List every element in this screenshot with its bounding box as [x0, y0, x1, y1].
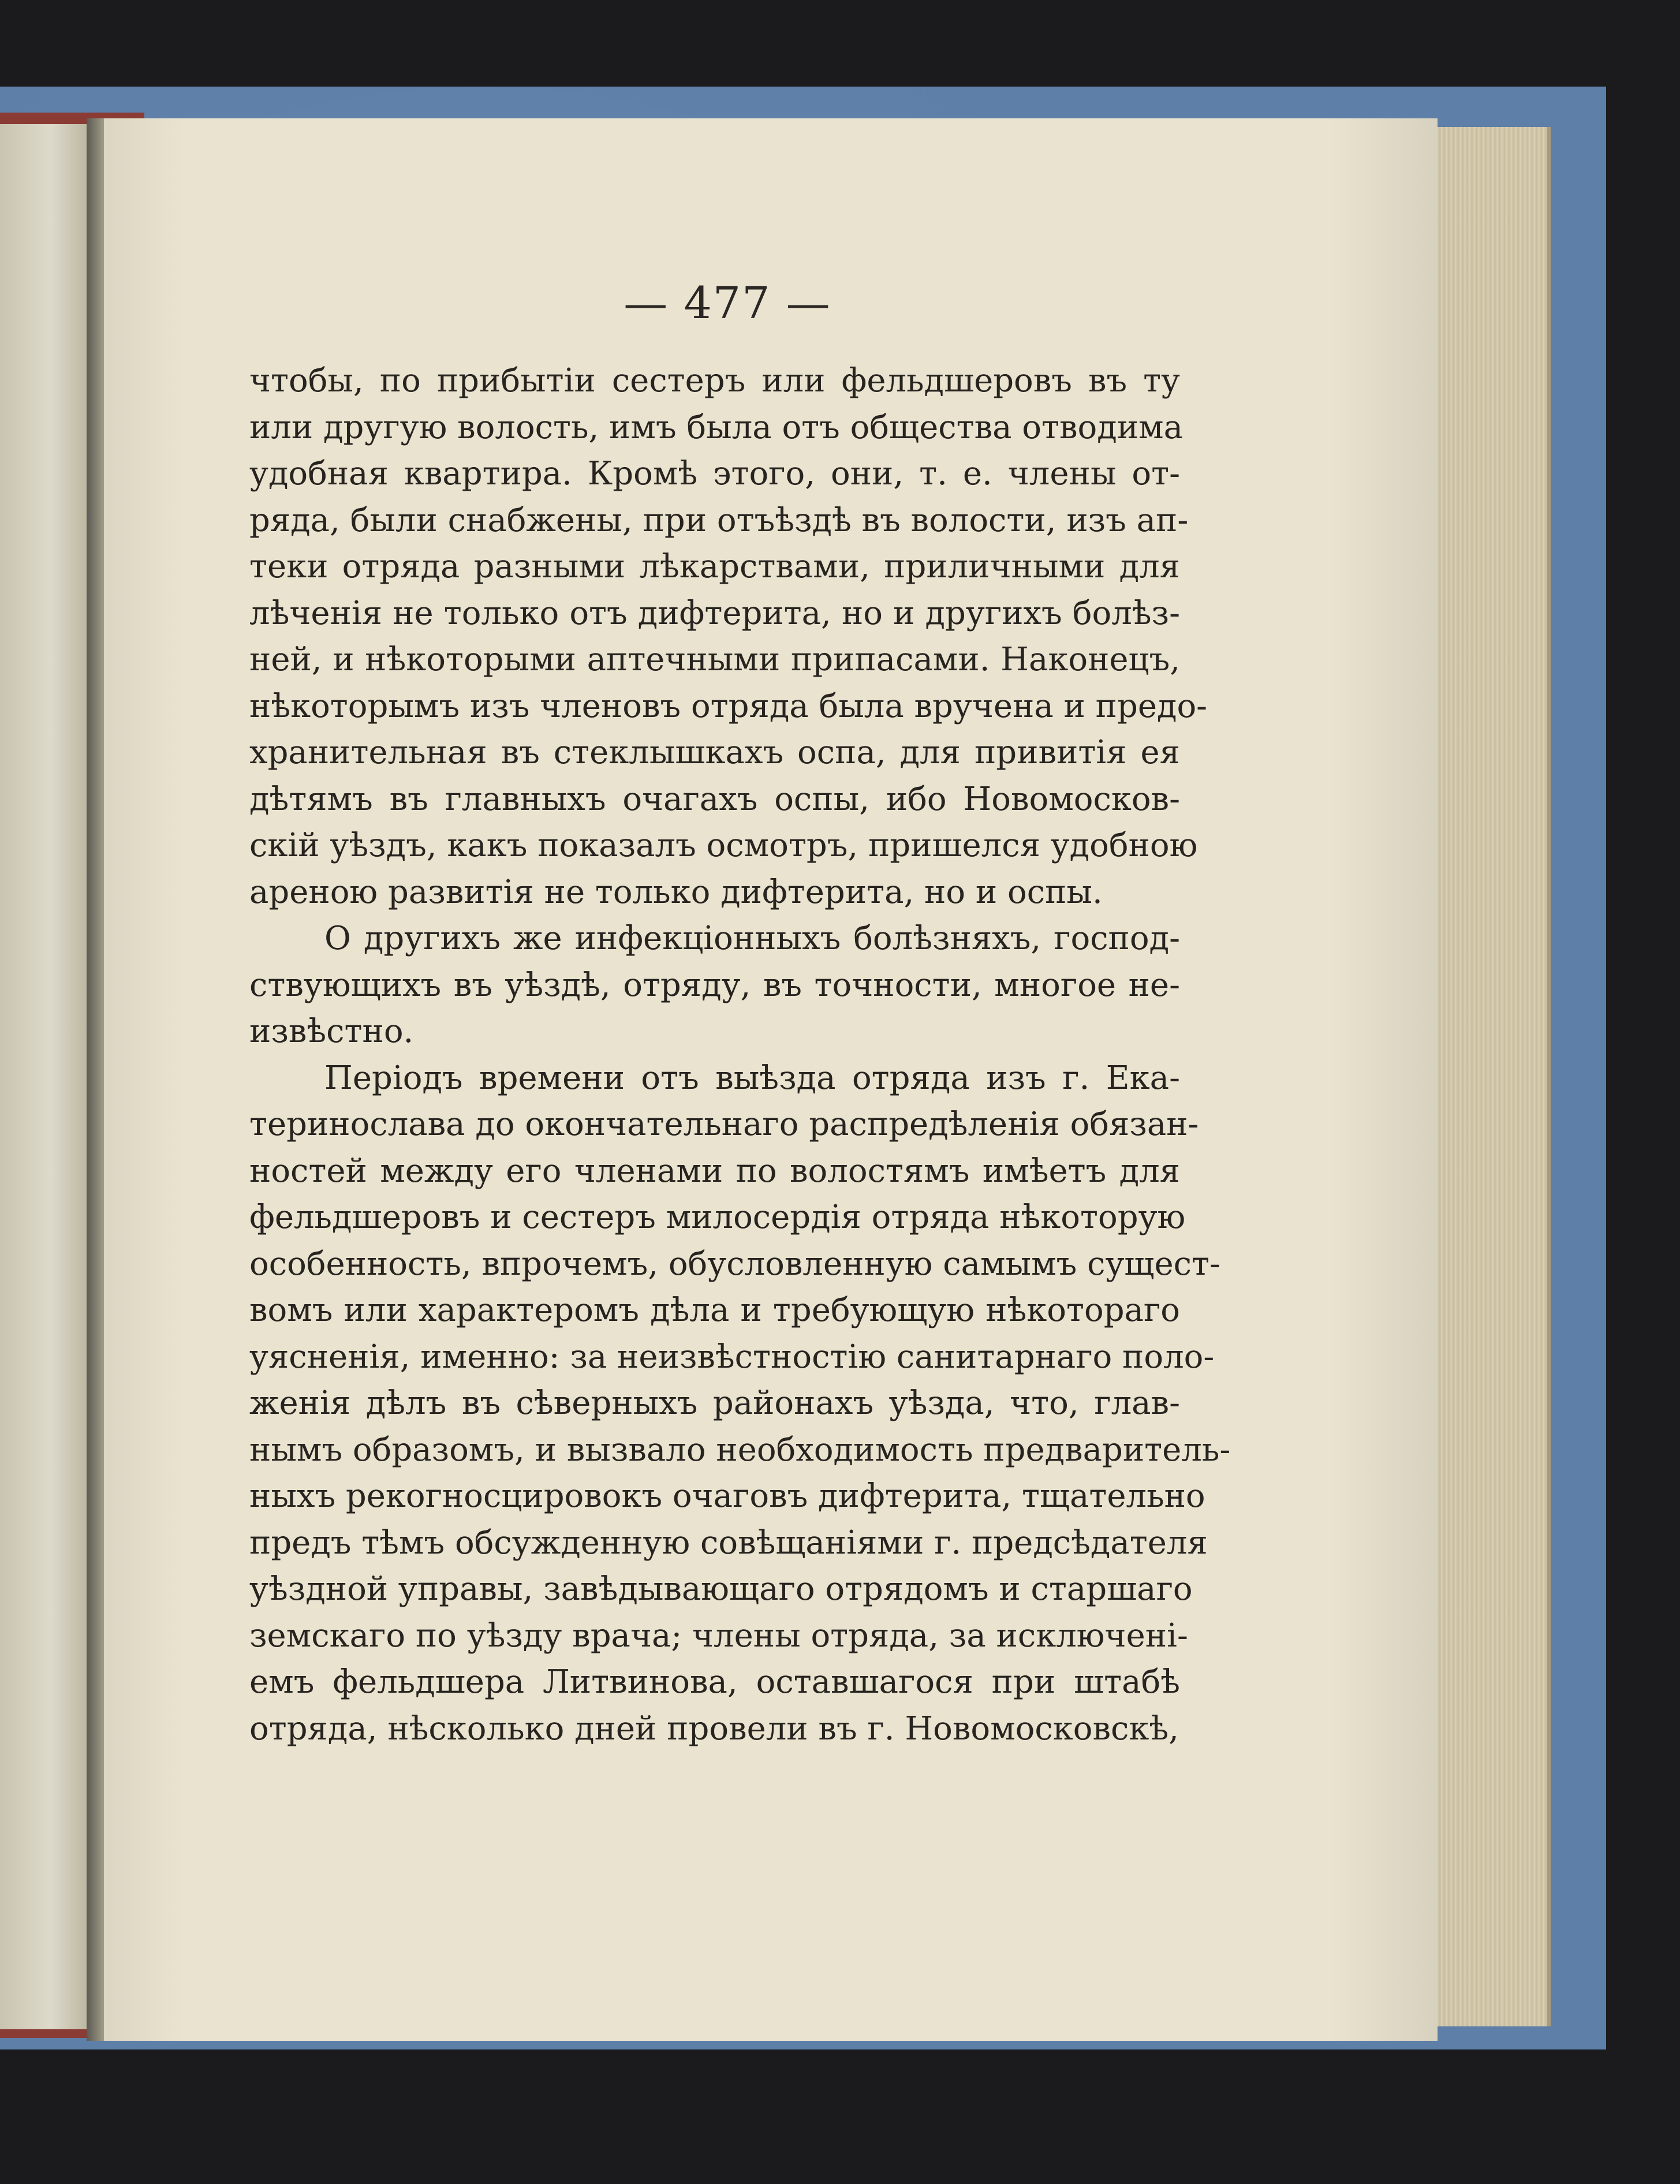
text-line: дѣтямъ въ главныхъ очагахъ оспы, ибо Новомосков-	[249, 780, 1180, 818]
text-line: нѣкоторымъ изъ членовъ отряда была вручена и предо-	[249, 687, 1208, 725]
text-line: уѣздной управы, завѣдывающаго отрядомъ и старшаго	[249, 1570, 1193, 1608]
text-line: извѣстно.	[249, 1013, 414, 1050]
page-number: — 477 —	[624, 277, 831, 328]
text-line: лѣченія не только отъ дифтерита, но и другихъ болѣз-	[249, 594, 1180, 632]
text-line: особенность, впрочемъ, обусловленную самымъ сущест-	[249, 1245, 1220, 1283]
text-line: женія дѣлъ въ сѣверныхъ районахъ уѣзда, что, глав-	[249, 1384, 1180, 1422]
text-line: ареною развитія не только дифтерита, но и оспы.	[249, 873, 1103, 911]
text-line: или другую волость, имъ была отъ общества отводима	[249, 408, 1183, 446]
left-page-edge	[0, 124, 92, 2029]
text-line: земскаго по уѣзду врача; члены отряда, за исключені-	[249, 1616, 1188, 1655]
text-line: ностей между его членами по волостямъ имѣетъ для	[249, 1152, 1180, 1190]
text-line: ствующихъ въ уѣздѣ, отряду, въ точности, многое не-	[249, 966, 1180, 1004]
text-line: хранительная въ стеклышкахъ оспа, для привитія ея	[249, 734, 1180, 771]
body-text	[249, 358, 1231, 1752]
text-line: Періодъ времени отъ выѣзда отряда изъ г. Ека-	[324, 1059, 1180, 1097]
text-line: емъ фельдшера Литвинова, оставшагося при штабѣ	[249, 1663, 1180, 1701]
text-line: О другихъ же инфекціонныхъ болѣзняхъ, господ-	[324, 920, 1180, 957]
text-line: нымъ образомъ, и вызвало необходимость предваритель-	[249, 1431, 1231, 1469]
text-line: фельдшеровъ и сестеръ милосердія отряда нѣкоторую	[249, 1199, 1186, 1236]
text-line: предъ тѣмъ обсужденную совѣщаніями г. предсѣдателя	[249, 1524, 1208, 1562]
text-line: теки отряда разными лѣкарствами, приличными для	[249, 548, 1180, 585]
text-line: ныхъ рекогносцировокъ очаговъ дифтерита, тщательно	[249, 1477, 1205, 1515]
text-line: уясненія, именно: за неизвѣстностію санитарнаго поло-	[249, 1338, 1215, 1376]
text-line: ней, и нѣкоторыми аптечными припасами. Наконецъ,	[249, 641, 1180, 678]
text-line: чтобы, по прибытіи сестеръ или фельдшеровъ въ ту	[249, 362, 1180, 400]
text-line: удобная квартира. Кромѣ этого, они, т. е. члены от-	[249, 455, 1180, 492]
text-line: вомъ или характеромъ дѣла и требующую нѣкотораго	[249, 1291, 1180, 1329]
text-line: ряда, были снабжены, при отъѣздѣ въ волости, изъ ап-	[249, 501, 1189, 539]
text-line: скій уѣздъ, какъ показалъ осмотръ, пришелся удобною	[249, 827, 1198, 864]
text-line: теринослава до окончательнаго распредѣленія обязан-	[249, 1106, 1199, 1143]
text-line: отряда, нѣсколько дней провели въ г. Новомосковскѣ,	[249, 1709, 1179, 1748]
